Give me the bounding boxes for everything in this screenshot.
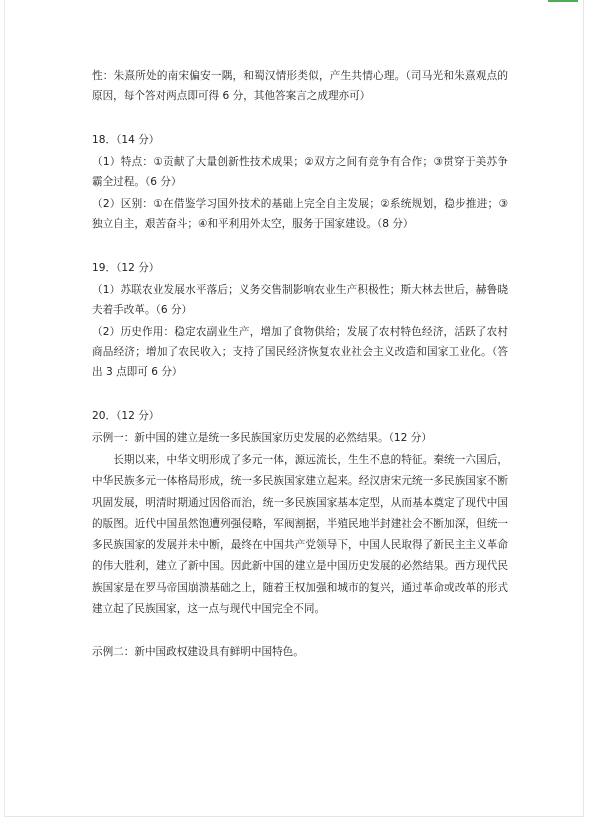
example-1-essay: 长期以来，中华文明形成了多元一体，源远流长，生生不息的特征。秦统一六国后，中华民族多元一体格局形成，统一多民族国家建立起来。经汉唐宋元统一多民族国家不断巩固发展，明清时期通过因俗而治，统一多民族国家基本定型，从而基本奠定了现代中国的版图。近代中国虽然饱遭列强侵略，军阀割据，半殖民地半封建社会不断加深，但统一多民族国家的发展并未中断，最终在中国共产党领导下，中国人民取得了新民主主义革命的伟大胜利，建立了新中国。因此新中国的建立是中国历史发展的必然结果。西方现代民族国家是在罗马帝国崩溃基础之上，随着王权加强和城市的复兴，通过革命或改革的形式建立起了民族国家，这一点与现代中国完全不同。 <box>92 454 508 616</box>
question-18-part-2: （2）区别：①在借鉴学习国外技术的基础上完全自主发展；②系统规划，稳步推进；③独立自主，艰苦奋斗；④和平利用外太空，服务于国家建设。（8 分） <box>92 198 508 230</box>
question-19-heading: 19．（12 分） <box>92 262 160 274</box>
intro-paragraph: 性：朱熹所处的南宋偏安一隅，和蜀汉情形类似，产生共情心理。（司马光和朱熹观点的原因，每个答对两点即可得 6 分，其他答案言之成理亦可） <box>92 70 508 102</box>
example-1-title: 示例一：新中国的建立是统一多民族国家历史发展的必然结果。（12 分） <box>92 432 432 444</box>
question-19-part-2: （2）历史作用：稳定农副业生产，增加了食物供给；发展了农村特色经济，活跃了农村商品经济；增加了农民收入；支持了国民经济恢复农业社会主义改造和国家工业化。（答出 3 点即可 6 分） <box>92 326 508 378</box>
question-18-part-1: （1）特点：①贡献了大量创新性技术成果；②双方之间有竞争有合作；③贯穿于美苏争霸全过程。（6 分） <box>92 156 508 188</box>
question-20-heading: 20．（12 分） <box>92 410 160 422</box>
example-2-title: 示例二：新中国政权建设具有鲜明中国特色。 <box>92 646 304 659</box>
question-19-part-1: （1）苏联农业发展水平落后；义务交售制影响农业生产积极性；斯大林去世后，赫鲁晓夫着手改革。（6 分） <box>92 284 508 316</box>
answer-document <box>92 66 508 662</box>
question-18-heading: 18．（14 分） <box>92 134 160 146</box>
